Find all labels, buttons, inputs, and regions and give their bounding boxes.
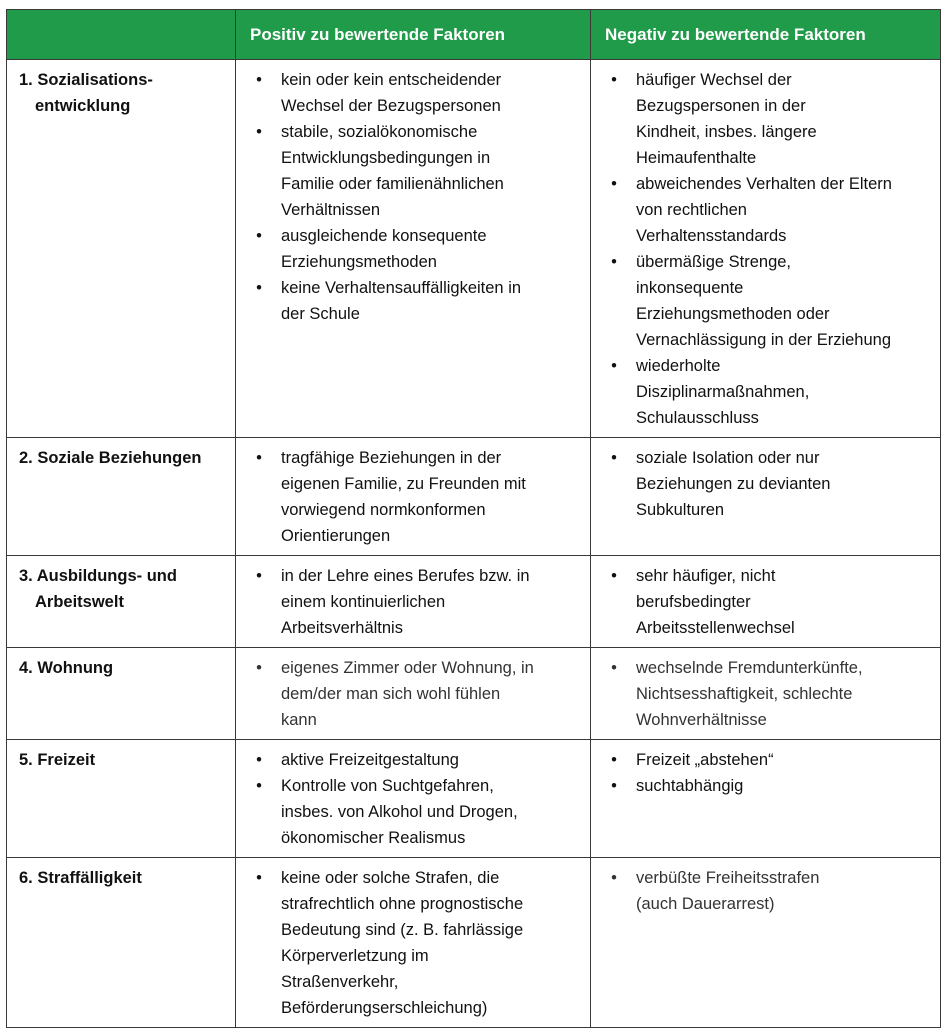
factor-text: Kontrolle von Suchtgefahren, [281, 777, 494, 795]
positive-factors-cell [236, 648, 591, 740]
bullet-icon: • [611, 751, 617, 769]
factor-text: übermäßige Strenge, [636, 253, 792, 271]
factor-text: einem kontinuierlichen [281, 593, 446, 611]
list-item [607, 445, 934, 523]
factor-text: keine oder solche Strafen, die [281, 869, 500, 887]
list-item [252, 119, 584, 223]
list-item [607, 747, 934, 773]
factor-text: Erziehungsmethoden [281, 253, 437, 271]
category-label: 3. Ausbildungs- und [19, 567, 177, 585]
category-label: 4. Wohnung [19, 659, 114, 677]
factor-text: Vernachlässigung in der Erziehung [636, 331, 892, 349]
category-label: 5. Freizeit [19, 751, 96, 769]
negative-factor-list [591, 858, 940, 923]
factor-text: eigenen Familie, zu Freunden mit [281, 475, 526, 493]
list-item [607, 563, 934, 641]
table-body [7, 60, 941, 1028]
table-row [7, 740, 941, 858]
positive-factors-cell [236, 438, 591, 556]
factor-text: ökonomischer Realismus [281, 829, 466, 847]
table-row [7, 556, 941, 648]
factor-text: kann [281, 711, 317, 729]
list-item [252, 223, 584, 275]
list-item [252, 655, 584, 733]
factor-text: Erziehungsmethoden oder [636, 305, 830, 323]
list-item [252, 275, 584, 327]
bullet-icon: • [256, 449, 262, 467]
factor-text: häufiger Wechsel der [636, 71, 792, 89]
bullet-icon: • [611, 357, 617, 375]
bullet-icon: • [256, 567, 262, 585]
bullet-icon: • [256, 279, 262, 297]
list-item [607, 353, 934, 431]
factor-text: vorwiegend normkonformen [281, 501, 486, 519]
list-item [252, 865, 584, 1021]
factor-text: Bezugspersonen in der [636, 97, 806, 115]
factor-text: Freizeit „abstehen“ [636, 751, 774, 769]
positive-factor-list [236, 648, 590, 739]
negative-factors-cell [591, 438, 941, 556]
factor-text: berufsbedingter [636, 593, 751, 611]
negative-factor-list [591, 740, 940, 805]
bullet-icon: • [256, 659, 262, 677]
factor-text: Verhältnissen [281, 201, 381, 219]
list-item [252, 563, 584, 641]
bullet-icon: • [611, 567, 617, 585]
bullet-icon: • [611, 659, 617, 677]
bullet-icon: • [256, 123, 262, 141]
table-row [7, 858, 941, 1028]
factor-text: Heimaufenthalte [636, 149, 757, 167]
positive-factor-list [236, 858, 590, 1027]
list-item [607, 773, 934, 799]
factor-text: wechselnde Fremdunterkünfte, [636, 659, 863, 677]
factor-text: wiederholte [636, 357, 721, 375]
factor-text: Beziehungen zu devianten [636, 475, 831, 493]
factor-text: Arbeitsstellenwechsel [636, 619, 795, 637]
factor-text: (auch Dauerarrest) [636, 895, 775, 913]
list-item [607, 249, 934, 353]
category-cell [7, 60, 236, 438]
table-row [7, 648, 941, 740]
category-label: 2. Soziale Beziehungen [19, 449, 202, 467]
negative-factors-cell [591, 648, 941, 740]
factor-text: soziale Isolation oder nur [636, 449, 820, 467]
negative-factor-list [591, 438, 940, 529]
list-item [607, 171, 934, 249]
bullet-icon: • [611, 449, 617, 467]
list-item [252, 67, 584, 119]
factor-text: Körperverletzung im [281, 947, 429, 965]
positive-factors-cell [236, 556, 591, 648]
factor-text: der Schule [281, 305, 360, 323]
factor-text: strafrechtlich ohne prognostische [281, 895, 524, 913]
factor-text: aktive Freizeitgestaltung [281, 751, 459, 769]
category-cell [7, 556, 236, 648]
factor-text: eigenes Zimmer oder Wohnung, in [281, 659, 534, 677]
factor-text: Arbeitsverhältnis [281, 619, 403, 637]
category-cell [7, 858, 236, 1028]
category-cell [7, 740, 236, 858]
header-corner-cell [7, 10, 236, 60]
header-negative: Negativ zu bewertende Faktoren [591, 10, 941, 60]
positive-factors-cell [236, 60, 591, 438]
factor-text: Bedeutung sind (z. B. fahrlässige [281, 921, 524, 939]
factor-text: tragfähige Beziehungen in der [281, 449, 502, 467]
factor-text: Schulausschluss [636, 409, 759, 427]
positive-factors-cell [236, 858, 591, 1028]
bullet-icon: • [611, 175, 617, 193]
factor-text: keine Verhaltensauffälligkeiten in [281, 279, 522, 297]
negative-factors-cell [591, 556, 941, 648]
negative-factor-list [591, 60, 940, 437]
factor-text: abweichendes Verhalten der Eltern [636, 175, 892, 193]
factor-text: stabile, sozialökonomische [281, 123, 478, 141]
factor-text: sehr häufiger, nicht [636, 567, 776, 585]
negative-factor-list [591, 648, 940, 739]
category-label: Arbeitswelt [35, 593, 124, 611]
bullet-icon: • [256, 751, 262, 769]
positive-factor-list [236, 556, 590, 647]
factor-text: Straßenverkehr, [281, 973, 399, 991]
factor-text: Disziplinarmaßnahmen, [636, 383, 810, 401]
table-row [7, 438, 941, 556]
bullet-icon: • [256, 869, 262, 887]
bullet-icon: • [611, 71, 617, 89]
negative-factors-cell [591, 60, 941, 438]
header-positive: Positiv zu bewertende Faktoren [236, 10, 591, 60]
bullet-icon: • [256, 227, 262, 245]
positive-factors-cell [236, 740, 591, 858]
positive-factor-list [236, 438, 590, 555]
factor-text: Wohnverhältnisse [636, 711, 767, 729]
category-label: entwicklung [35, 97, 131, 115]
category-label: 1. Sozialisations- [19, 71, 153, 89]
category-cell [7, 438, 236, 556]
factor-text: Kindheit, insbes. längere [636, 123, 817, 141]
list-item [252, 445, 584, 549]
negative-factor-list [591, 556, 940, 647]
negative-factors-cell [591, 858, 941, 1028]
factor-text: kein oder kein entscheidender [281, 71, 502, 89]
bullet-icon: • [611, 253, 617, 271]
factor-text: ausgleichende konsequente [281, 227, 487, 245]
list-item [607, 865, 934, 917]
list-item [607, 67, 934, 171]
factor-text: Verhaltensstandards [636, 227, 787, 245]
factor-text: Beförderungserschleichung) [281, 999, 488, 1017]
positive-factor-list [236, 60, 590, 333]
factor-text: von rechtlichen [636, 201, 747, 219]
header-row [7, 10, 941, 60]
bullet-icon: • [256, 71, 262, 89]
factor-text: dem/der man sich wohl fühlen [281, 685, 501, 703]
factor-text: Entwicklungsbedingungen in [281, 149, 491, 167]
bullet-icon: • [256, 777, 262, 795]
list-item [252, 773, 584, 851]
factor-text: insbes. von Alkohol und Drogen, [281, 803, 518, 821]
bullet-icon: • [611, 869, 617, 887]
list-item [607, 655, 934, 733]
negative-factors-cell [591, 740, 941, 858]
factors-table [6, 9, 941, 1028]
factor-text: in der Lehre eines Berufes bzw. in [281, 567, 530, 585]
factor-text: Familie oder familienähnlichen [281, 175, 504, 193]
bullet-icon: • [611, 777, 617, 795]
positive-factor-list [236, 740, 590, 857]
category-label: 6. Straffälligkeit [19, 869, 142, 887]
factor-text: suchtabhängig [636, 777, 744, 795]
factor-text: Subkulturen [636, 501, 725, 519]
factor-text: inkonsequente [636, 279, 744, 297]
factor-text: Nichtsesshaftigkeit, schlechte [636, 685, 853, 703]
list-item [252, 747, 584, 773]
factor-text: verbüßte Freiheitsstrafen [636, 869, 820, 887]
factor-text: Orientierungen [281, 527, 391, 545]
table-row [7, 60, 941, 438]
factor-text: Wechsel der Bezugspersonen [281, 97, 501, 115]
category-cell [7, 648, 236, 740]
